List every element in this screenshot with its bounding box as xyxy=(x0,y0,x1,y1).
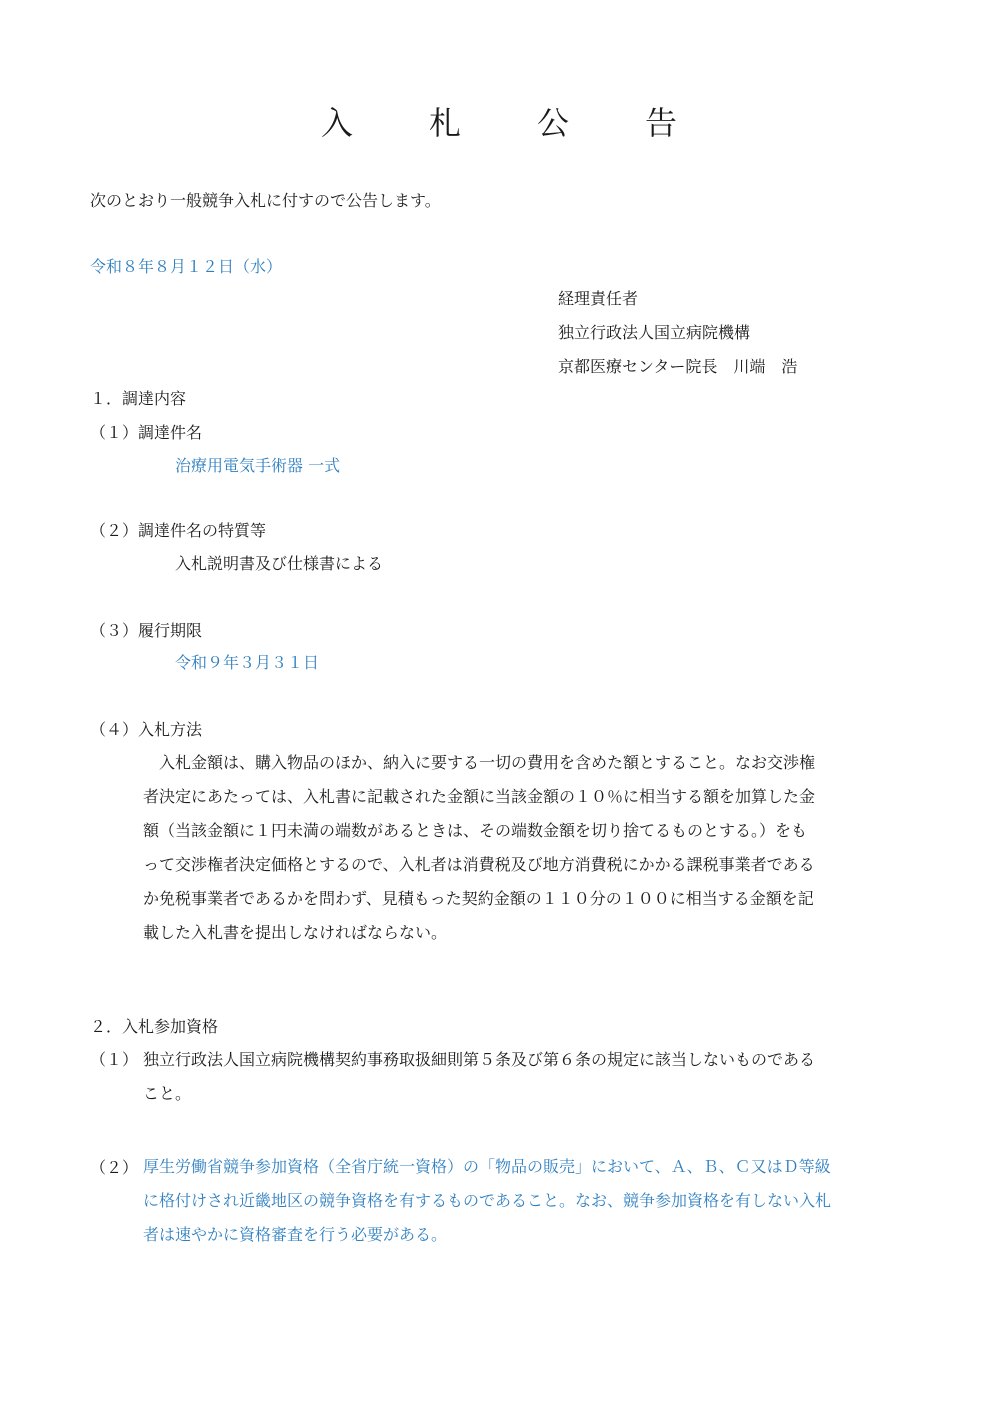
intro-text: 次のとおり一般競争入札に付すので公告します。 xyxy=(90,191,441,210)
item4-label: （４）入札方法 xyxy=(90,720,203,739)
paragraph-line: こと。 xyxy=(143,1084,192,1103)
issuer-organization: 独立行政法人国立病院機構 xyxy=(558,323,751,342)
paragraph-line: か免税事業者であるかを問わず、見積もった契約金額の１１０分の１００に相当する金額を記 xyxy=(143,889,814,908)
section1-heading: １．調達内容 xyxy=(90,389,187,408)
paragraph-line: 厚生労働省競争参加資格（全省庁統一資格）の「物品の販売」において、Ａ、Ｂ、Ｃ又はＤ等級 xyxy=(143,1157,831,1176)
paragraph-line: って交渉権者決定価格とするので、入札者は消費税及び地方消費税にかかる課税事業者である xyxy=(143,855,815,874)
paragraph-line: 載した入札書を提出しなければならない。 xyxy=(143,923,448,942)
paragraph-line: 額（当該金額に１円未満の端数があるときは、その端数金額を切り捨てるものとする。）をも xyxy=(143,821,808,840)
item1-value: 治療用電気手術器 一式 xyxy=(175,456,341,475)
notice-date: 令和８年８月１２日（水） xyxy=(90,257,283,276)
item3-value: 令和９年３月３１日 xyxy=(175,653,320,672)
title-char: 入 xyxy=(320,104,355,142)
document-title xyxy=(0,103,1000,143)
paragraph-line: 者決定にあたっては、入札書に記載された金額に当該金額の１０％に相当する額を加算した金 xyxy=(143,787,816,806)
item3-label: （３）履行期限 xyxy=(90,621,203,640)
paragraph-line: 独立行政法人国立病院機構契約事務取扱細則第５条及び第６条の規定に該当しないものである xyxy=(143,1050,816,1069)
item2-value: 入札説明書及び仕様書による xyxy=(175,554,384,573)
title-char: 告 xyxy=(645,104,680,142)
section2-item1-text xyxy=(143,1043,815,1111)
paragraph-line: 入札金額は、購入物品のほか、納入に要する一切の費用を含めた額とすること。なお交渉権 xyxy=(143,753,816,772)
issuer-title: 経理責任者 xyxy=(558,289,639,308)
section2-item2-text xyxy=(143,1150,831,1252)
title-char: 公 xyxy=(537,104,572,142)
paragraph-line: 者は速やかに資格審査を行う必要がある。 xyxy=(143,1225,448,1244)
section2-heading: ２．入札参加資格 xyxy=(90,1017,219,1036)
section2-item2-label: （２） xyxy=(90,1158,139,1177)
item4-paragraph xyxy=(143,746,815,950)
item2-label: （２）調達件名の特質等 xyxy=(90,521,267,540)
paragraph-line: に格付けされ近畿地区の競争資格を有するものであること。なお、競争参加資格を有しない入札 xyxy=(143,1191,832,1210)
item1-label: （１）調達件名 xyxy=(90,423,203,442)
issuer-name: 京都医療センター院長 川端 浩 xyxy=(558,357,798,376)
section2-item1-label: （１） xyxy=(90,1050,139,1069)
title-char: 札 xyxy=(428,104,463,142)
